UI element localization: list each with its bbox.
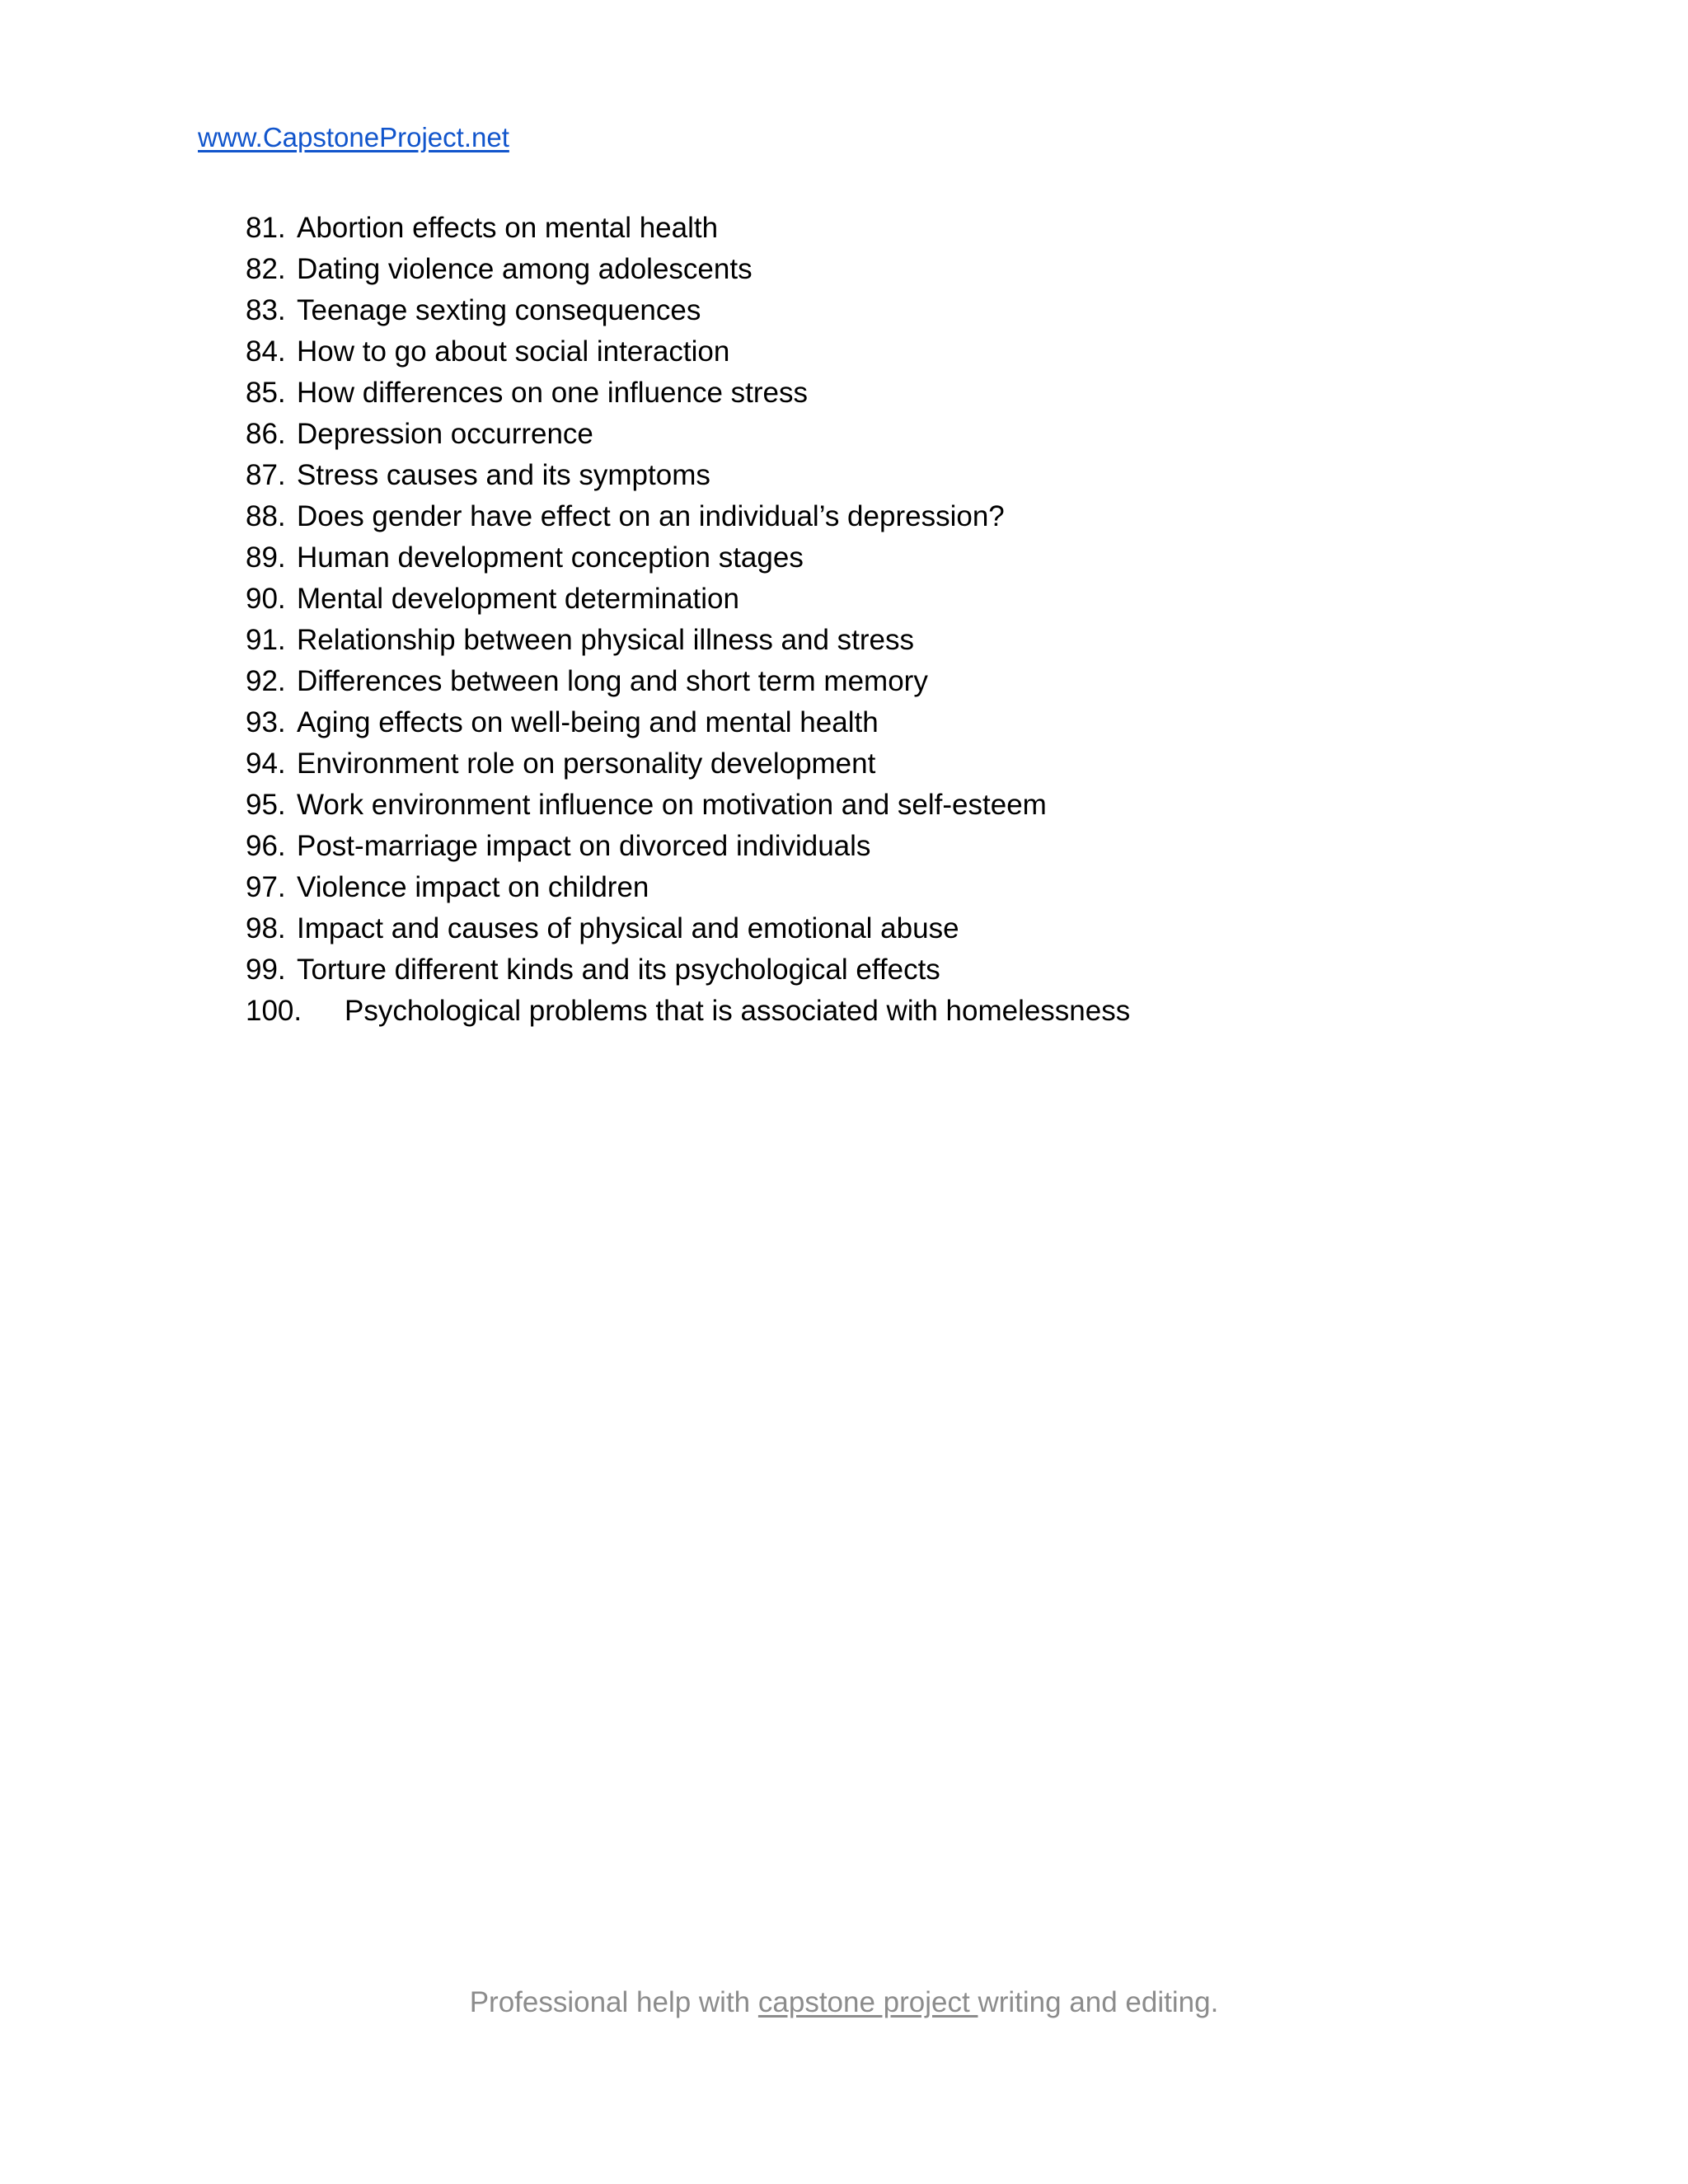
list-item bbox=[246, 664, 1130, 705]
list-item bbox=[246, 499, 1130, 541]
item-text: Post-marriage impact on divorced individuals bbox=[297, 830, 871, 862]
list-item bbox=[246, 747, 1130, 788]
topic-list bbox=[246, 211, 1130, 1035]
item-number: 94. bbox=[246, 748, 286, 780]
list-item bbox=[246, 994, 1130, 1035]
item-number: 88. bbox=[246, 500, 286, 532]
item-text: Impact and causes of physical and emotional abuse bbox=[297, 912, 959, 944]
item-number: 97. bbox=[246, 871, 286, 903]
item-text: Depression occurrence bbox=[297, 418, 593, 450]
item-number: 95. bbox=[246, 789, 286, 821]
item-text: Mental development determination bbox=[297, 583, 739, 615]
list-item bbox=[246, 335, 1130, 376]
item-text: Work environment influence on motivation and self-esteem bbox=[297, 789, 1047, 821]
footer bbox=[0, 1988, 1688, 2017]
item-text: Violence impact on children bbox=[297, 871, 649, 903]
item-text: Differences between long and short term memory bbox=[297, 665, 928, 697]
item-text: How differences on one influence stress bbox=[297, 377, 808, 409]
list-item bbox=[246, 953, 1130, 994]
list-item bbox=[246, 417, 1130, 458]
footer-suffix: writing and editing. bbox=[978, 1986, 1219, 2018]
item-number: 99. bbox=[246, 954, 286, 986]
list-item bbox=[246, 541, 1130, 582]
list-item bbox=[246, 211, 1130, 252]
item-number: 82. bbox=[246, 253, 286, 285]
list-item bbox=[246, 376, 1130, 417]
list-item bbox=[246, 252, 1130, 293]
item-number: 93. bbox=[246, 706, 286, 738]
item-number: 84. bbox=[246, 335, 286, 368]
item-number: 98. bbox=[246, 912, 286, 944]
footer-prefix: Professional help with bbox=[469, 1986, 758, 2018]
item-text: Aging effects on well-being and mental health bbox=[297, 706, 879, 738]
item-number: 100. bbox=[246, 995, 302, 1027]
list-item bbox=[246, 788, 1130, 829]
capstone-project-link[interactable]: capstone project bbox=[757, 1986, 978, 2018]
list-item bbox=[246, 582, 1130, 623]
item-text: Stress causes and its symptoms bbox=[297, 459, 710, 491]
item-text: Abortion effects on mental health bbox=[297, 212, 719, 244]
item-text: Does gender have effect on an individual’s depression? bbox=[297, 500, 1005, 532]
list-item bbox=[246, 912, 1130, 953]
list-item bbox=[246, 458, 1130, 499]
item-text: Dating violence among adolescents bbox=[297, 253, 753, 285]
item-text: Psychological problems that is associated with homelessness bbox=[345, 995, 1131, 1027]
item-number: 91. bbox=[246, 624, 286, 656]
item-number: 83. bbox=[246, 294, 286, 326]
item-number: 90. bbox=[246, 583, 286, 615]
item-number: 89. bbox=[246, 541, 286, 574]
item-text: Torture different kinds and its psychological effects bbox=[297, 954, 940, 986]
item-number: 81. bbox=[246, 212, 286, 244]
item-number: 86. bbox=[246, 418, 286, 450]
item-number: 87. bbox=[246, 459, 286, 491]
list-item bbox=[246, 623, 1130, 664]
list-item bbox=[246, 870, 1130, 912]
item-number: 85. bbox=[246, 377, 286, 409]
item-text: Relationship between physical illness and stress bbox=[297, 624, 915, 656]
item-text: How to go about social interaction bbox=[297, 335, 730, 368]
site-link[interactable]: www.CapstoneProject.net bbox=[198, 122, 509, 152]
item-text: Environment role on personality development bbox=[297, 748, 876, 780]
list-item bbox=[246, 829, 1130, 870]
item-number: 92. bbox=[246, 665, 286, 697]
item-text: Teenage sexting consequences bbox=[297, 294, 701, 326]
item-number: 96. bbox=[246, 830, 286, 862]
list-item bbox=[246, 293, 1130, 335]
list-item bbox=[246, 705, 1130, 747]
item-text: Human development conception stages bbox=[297, 541, 804, 574]
